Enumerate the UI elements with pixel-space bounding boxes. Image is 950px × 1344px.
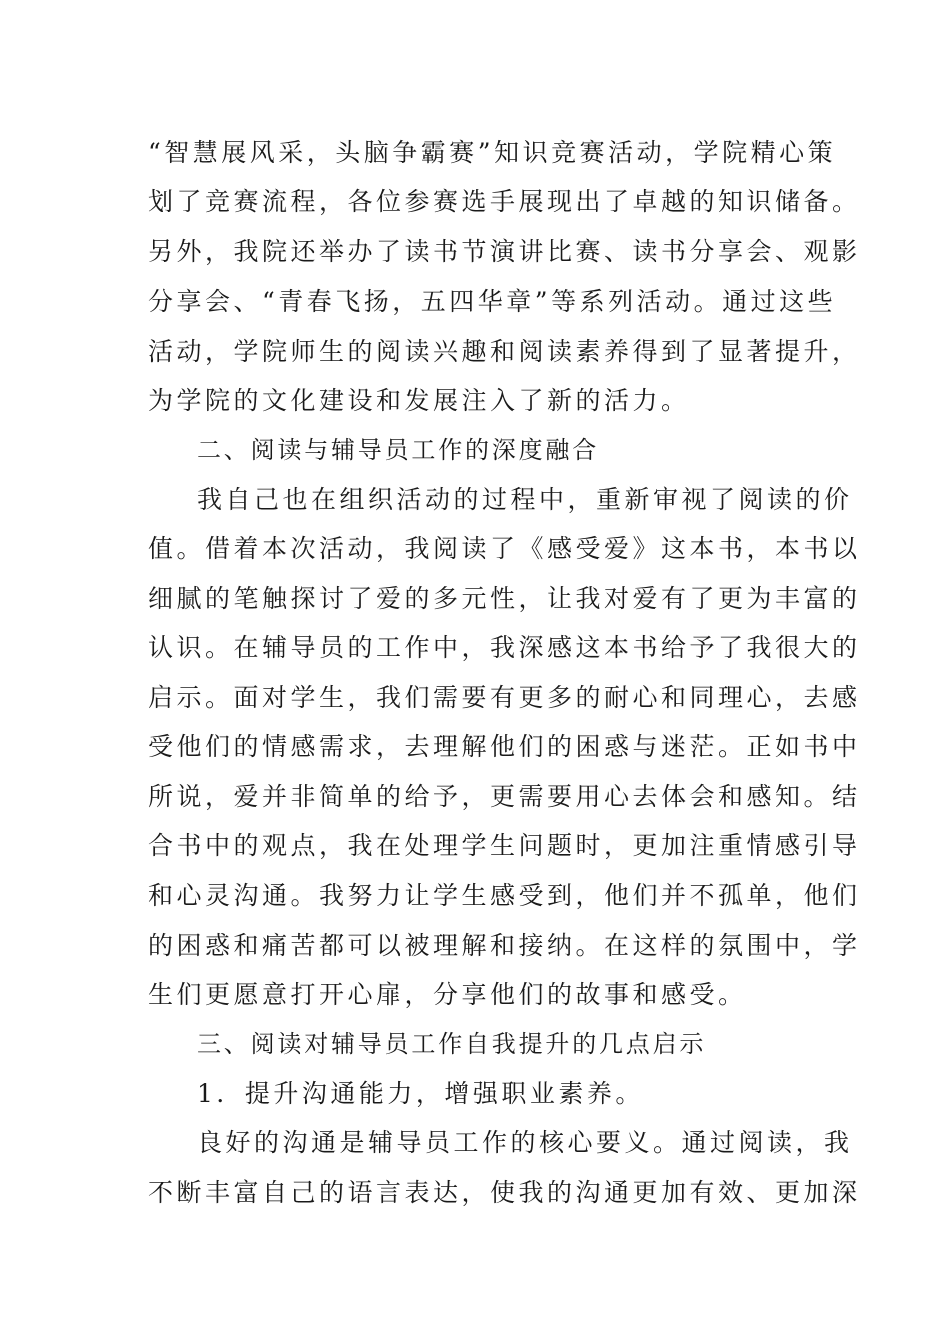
paragraph-line: 为学院的文化建设和发展注入了新的活力。 bbox=[148, 386, 690, 415]
paragraph-line: 不断丰富自己的语言表达，使我的沟通更加有效、更加深 bbox=[148, 1178, 861, 1207]
paragraph-line: 的困惑和痛苦都可以被理解和接纳。在这样的氛围中，学 bbox=[148, 931, 861, 960]
paragraph-line: 启示。面对学生，我们需要有更多的耐心和同理心，去感 bbox=[148, 683, 861, 712]
paragraph-line: 值。借着本次活动，我阅读了《感受爱》这本书，本书以 bbox=[148, 534, 861, 563]
paragraph-line: 活动，学院师生的阅读兴趣和阅读素养得到了显著提升， bbox=[148, 337, 861, 366]
paragraph-line: 另外，我院还举办了读书节演讲比赛、读书分享会、观影 bbox=[148, 237, 861, 266]
paragraph-line: 良好的沟通是辅导员工作的核心要义。通过阅读，我 bbox=[197, 1128, 853, 1157]
paragraph-line: 细腻的笔触探讨了爱的多元性，让我对爱有了更为丰富的 bbox=[148, 584, 861, 613]
section-heading-2: 二、阅读与辅导员工作的深度融合 bbox=[197, 436, 599, 464]
paragraph-line: 所说，爱并非简单的给予，更需要用心去体会和感知。结 bbox=[148, 782, 861, 811]
paragraph-line: 受他们的情感需求，去理解他们的困惑与迷茫。正如书中 bbox=[148, 732, 861, 761]
paragraph-line: 生们更愿意打开心扉，分享他们的故事和感受。 bbox=[148, 980, 747, 1009]
paragraph-line: 分享会、“青春飞扬，五四华章”等系列活动。通过这些 bbox=[148, 287, 837, 316]
paragraph-line: 划了竞赛流程，各位参赛选手展现出了卓越的知识储备。 bbox=[148, 187, 861, 216]
paragraph-line: 我自己也在组织活动的过程中，重新审视了阅读的价 bbox=[197, 485, 853, 514]
section-heading-3: 三、阅读对辅导员工作自我提升的几点启示 bbox=[197, 1030, 707, 1058]
paragraph-line: 认识。在辅导员的工作中，我深感这本书给予了我很大的 bbox=[148, 633, 861, 662]
paragraph-line: 和心灵沟通。我努力让学生感受到，他们并不孤单，他们 bbox=[148, 881, 861, 910]
paragraph-line: “智慧展风采，头脑争霸赛”知识竞赛活动，学院精心策 bbox=[148, 138, 837, 167]
paragraph-line: 合书中的观点，我在处理学生问题时，更加注重情感引导 bbox=[148, 831, 861, 860]
subheading-1: 1．提升沟通能力，增强职业素养。 bbox=[197, 1079, 644, 1108]
